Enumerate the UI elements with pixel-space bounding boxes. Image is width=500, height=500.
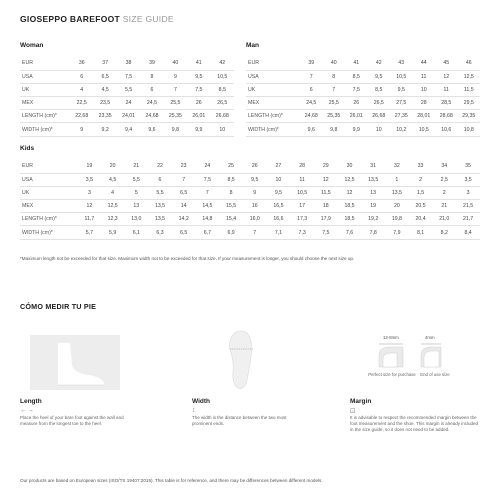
size-cell: 9,4	[117, 123, 140, 136]
size-cell: 13,5	[361, 173, 385, 186]
row-label: WIDTH (cm)*	[20, 123, 70, 136]
size-cell: 42	[211, 57, 234, 70]
how-to-measure-title: CÓMO MEDIR TU PIE	[20, 302, 97, 311]
size-cell: 41	[187, 57, 210, 70]
size-cell: 9	[243, 186, 267, 199]
size-cell: 20,4	[409, 213, 433, 226]
length-arrows-icon: ←→	[20, 407, 34, 414]
size-cell: 3	[78, 186, 101, 199]
row-label: WIDTH (cm)*	[246, 123, 300, 136]
size-cell: 32	[385, 160, 409, 173]
size-cell: 10	[267, 173, 291, 186]
size-cell: 24,5	[140, 97, 163, 110]
man-size-row	[246, 123, 480, 136]
size-cell: 39	[140, 57, 163, 70]
size-cell: 22	[148, 160, 172, 173]
size-cell: 21	[124, 160, 148, 173]
size-cell: 25	[219, 160, 243, 173]
size-cell: 11	[435, 83, 458, 96]
size-cell: 20	[101, 160, 125, 173]
size-cell: 6,9	[219, 226, 243, 239]
size-cell: 10	[368, 123, 391, 136]
size-cell: 22,68	[70, 110, 93, 123]
size-cell: 5	[124, 186, 148, 199]
size-cell: 6,5	[172, 226, 196, 239]
size-cell: 14,8	[196, 213, 220, 226]
size-cell: 9,5	[368, 70, 391, 83]
size-cell: 14,2	[172, 213, 196, 226]
size-cell: 26,68	[211, 110, 234, 123]
size-cell: 17	[290, 200, 314, 213]
row-label: USA	[20, 173, 78, 186]
size-note: *Maximum length not be exceeded for that size. Maximum width not to be exceeded for that size. If your measurement is longer, you should choose the next size up.	[20, 256, 355, 261]
size-cell: 12	[314, 173, 338, 186]
size-cell: 11,5	[314, 186, 338, 199]
size-cell: 8	[140, 70, 163, 83]
row-label: MEX	[20, 200, 78, 213]
size-cell: 6,1	[124, 226, 148, 239]
size-cell: 7,3	[290, 226, 314, 239]
size-cell: 9,2	[93, 123, 116, 136]
size-cell: 9,8	[323, 123, 346, 136]
size-cell: 28,01	[413, 110, 436, 123]
size-cell: 23,35	[93, 110, 116, 123]
end-of-use-caption: End of use size	[420, 372, 450, 377]
size-cell: 13,5	[148, 213, 172, 226]
size-cell: 12,5	[101, 200, 125, 213]
size-cell: 12	[338, 186, 362, 199]
size-cell: 4	[101, 186, 125, 199]
kids-size-row	[20, 186, 480, 199]
woman-size-table	[20, 57, 234, 137]
size-cell: 13,5	[148, 200, 172, 213]
size-cell: 35	[456, 160, 480, 173]
woman-size-row	[20, 110, 234, 123]
size-cell: 13	[124, 200, 148, 213]
size-cell: 26,01	[345, 110, 368, 123]
size-cell: 6,5	[172, 186, 196, 199]
size-cell: 46	[458, 57, 481, 70]
size-cell: 26	[345, 97, 368, 110]
size-cell: 7	[172, 173, 196, 186]
size-cell: 24	[196, 160, 220, 173]
size-cell: 6,3	[148, 226, 172, 239]
page-title	[20, 14, 174, 24]
size-cell: 13,5	[385, 186, 409, 199]
woman-size-row	[20, 83, 234, 96]
size-cell: 5,5	[117, 83, 140, 96]
brand-name: GIOSEPPO BAREFOOT	[20, 14, 121, 24]
size-cell: 13	[361, 186, 385, 199]
kids-size-row	[20, 213, 480, 226]
row-label: EUR	[20, 57, 70, 70]
size-cell: 9,5	[187, 70, 210, 83]
size-cell: 24,68	[300, 110, 323, 123]
size-cell: 24	[117, 97, 140, 110]
size-cell: 15,5	[219, 200, 243, 213]
size-cell: 6	[70, 70, 93, 83]
size-cell: 6	[148, 173, 172, 186]
size-cell: 25,35	[323, 110, 346, 123]
size-cell: 26	[243, 160, 267, 173]
size-cell: 7,5	[187, 83, 210, 96]
size-cell: 25,5	[164, 97, 187, 110]
man-size-row	[246, 97, 480, 110]
size-cell: 8,2	[432, 226, 456, 239]
size-cell: 26,68	[368, 110, 391, 123]
size-cell: 28	[413, 97, 436, 110]
size-cell: 9	[70, 123, 93, 136]
size-cell: 10	[211, 123, 234, 136]
size-cell: 18	[314, 200, 338, 213]
size-cell: 34	[432, 160, 456, 173]
size-cell: 14,5	[196, 200, 220, 213]
size-cell: 9,5	[390, 83, 413, 96]
man-size-table	[246, 57, 480, 137]
size-cell: 24,01	[117, 110, 140, 123]
footer-note: Our products are based on European sizes (ISO/TS 19407:2015). This table is for reference, and there may be differences between different models.	[20, 478, 323, 483]
row-label: MEX	[20, 97, 70, 110]
size-cell: 7	[243, 226, 267, 239]
size-cell: 7	[196, 186, 220, 199]
page-subtitle: SIZE GUIDE	[122, 14, 174, 24]
margin-description: It is advisable to respect the recommended margin between the foot measurement and the shoe. This margin is already included in the size guide, so it does not need to be added.	[350, 415, 478, 433]
margin-range-a: 12-8mm	[383, 335, 399, 340]
size-cell: 30	[338, 160, 362, 173]
size-cell: 5,7	[78, 226, 101, 239]
size-cell: 10,5	[390, 70, 413, 83]
size-cell: 4,5	[101, 173, 125, 186]
size-cell: 10,5	[211, 70, 234, 83]
size-cell: 22,5	[70, 97, 93, 110]
woman-size-row	[20, 57, 234, 70]
man-size-row	[246, 70, 480, 83]
size-cell: 7	[164, 83, 187, 96]
size-cell: 18,5	[338, 213, 362, 226]
row-label: WIDTH (cm)*	[20, 226, 78, 239]
size-cell: 7	[300, 70, 323, 83]
size-cell: 6,5	[93, 70, 116, 83]
row-label: USA	[246, 70, 300, 83]
size-cell: 4,5	[93, 83, 116, 96]
size-cell: 9,9	[187, 123, 210, 136]
size-cell: 14	[172, 200, 196, 213]
woman-section-label: Woman	[20, 42, 44, 49]
row-label: EUR	[246, 57, 300, 70]
size-cell: 17,3	[290, 213, 314, 226]
size-cell: 7,8	[361, 226, 385, 239]
kids-size-row	[20, 173, 480, 186]
size-cell: 9	[164, 70, 187, 83]
size-cell: 6	[140, 83, 163, 96]
margin-illustration	[375, 341, 465, 369]
size-cell: 39	[300, 57, 323, 70]
size-cell: 42	[368, 57, 391, 70]
size-cell: 2	[432, 186, 456, 199]
margin-icon: ⊡	[350, 408, 356, 415]
size-cell: 27,5	[390, 97, 413, 110]
size-cell: 12,3	[101, 213, 125, 226]
size-cell: 21,5	[456, 200, 480, 213]
size-cell: 10,6	[435, 123, 458, 136]
row-label: LENGTH (cm)*	[20, 110, 70, 123]
size-cell: 21,0	[432, 213, 456, 226]
size-cell: 9,5	[267, 186, 291, 199]
size-cell: 16,0	[243, 213, 267, 226]
size-cell: 21,7	[456, 213, 480, 226]
size-cell: 2	[409, 173, 433, 186]
size-cell: 25,35	[164, 110, 187, 123]
size-cell: 9,8	[164, 123, 187, 136]
size-cell: 12,5	[338, 173, 362, 186]
size-cell: 33	[409, 160, 433, 173]
size-cell: 12	[78, 200, 101, 213]
size-cell: 44	[413, 57, 436, 70]
size-cell: 19,2	[361, 213, 385, 226]
man-size-row	[246, 83, 480, 96]
size-cell: 38	[117, 57, 140, 70]
size-cell: 7,1	[267, 226, 291, 239]
size-cell: 9,6	[140, 123, 163, 136]
size-cell: 23,5	[93, 97, 116, 110]
kids-size-row	[20, 160, 480, 173]
size-cell: 16,6	[267, 213, 291, 226]
size-cell: 5,9	[101, 226, 125, 239]
size-cell: 7,6	[338, 226, 362, 239]
size-cell: 10,2	[390, 123, 413, 136]
size-cell: 15,4	[219, 213, 243, 226]
width-arrows-icon: ↕	[192, 407, 196, 414]
row-label: EUR	[20, 160, 78, 173]
size-cell: 19	[78, 160, 101, 173]
width-title: Width	[192, 398, 210, 405]
size-cell: 27,35	[390, 110, 413, 123]
size-cell: 12	[435, 70, 458, 83]
size-cell: 8,5	[345, 70, 368, 83]
woman-size-row	[20, 97, 234, 110]
size-cell: 8,5	[368, 83, 391, 96]
size-cell: 10,8	[458, 123, 481, 136]
size-cell: 8	[219, 186, 243, 199]
size-cell: 1,5	[409, 186, 433, 199]
size-cell: 12,5	[458, 70, 481, 83]
size-cell: 8,5	[219, 173, 243, 186]
man-section-label: Man	[246, 42, 259, 49]
size-cell: 9,9	[345, 123, 368, 136]
row-label: LENGTH (cm)*	[20, 213, 78, 226]
size-cell: 10,5	[290, 186, 314, 199]
man-size-row	[246, 110, 480, 123]
size-cell: 45	[435, 57, 458, 70]
length-description: Place the heel of your bare foot against the wall and measure from the longest toe to the heel.	[20, 415, 124, 427]
size-cell: 29	[314, 160, 338, 173]
margin-title: Margin	[350, 398, 372, 405]
size-cell: 8	[323, 70, 346, 83]
size-cell: 43	[390, 57, 413, 70]
size-cell: 17,9	[314, 213, 338, 226]
size-cell: 24,5	[300, 97, 323, 110]
width-description: The width is the distance between the two most prominent ends.	[192, 415, 287, 427]
size-cell: 11,5	[458, 83, 481, 96]
size-cell: 7,5	[196, 173, 220, 186]
size-cell: 7,9	[385, 226, 409, 239]
size-cell: 16,5	[267, 200, 291, 213]
size-cell: 7,5	[345, 83, 368, 96]
size-cell: 40	[164, 57, 187, 70]
size-cell: 6,7	[196, 226, 220, 239]
size-cell: 10,5	[413, 123, 436, 136]
size-cell: 37	[93, 57, 116, 70]
size-cell: 11,7	[78, 213, 101, 226]
size-cell: 19,8	[385, 213, 409, 226]
size-cell: 24,68	[140, 110, 163, 123]
row-label: LENGTH (cm)*	[246, 110, 300, 123]
size-cell: 10	[413, 83, 436, 96]
man-size-row	[246, 57, 480, 70]
size-cell: 1	[385, 173, 409, 186]
size-cell: 28,68	[435, 110, 458, 123]
kids-section-label: Kids	[20, 145, 35, 152]
size-cell: 41	[345, 57, 368, 70]
size-cell: 13,0	[124, 213, 148, 226]
kids-size-row	[20, 226, 480, 239]
length-title: Length	[20, 398, 42, 405]
size-cell: 3,5	[456, 173, 480, 186]
size-cell: 26,5	[368, 97, 391, 110]
size-cell: 29,35	[458, 110, 481, 123]
woman-size-row	[20, 123, 234, 136]
size-cell: 28	[290, 160, 314, 173]
size-cell: 40	[323, 57, 346, 70]
size-cell: 7,5	[117, 70, 140, 83]
size-cell: 25,5	[323, 97, 346, 110]
foot-sole-illustration	[222, 328, 262, 393]
size-cell: 16	[243, 200, 267, 213]
row-label: MEX	[246, 97, 300, 110]
size-cell: 26,01	[187, 110, 210, 123]
size-cell: 29,5	[458, 97, 481, 110]
size-cell: 26	[187, 97, 210, 110]
size-cell: 31	[361, 160, 385, 173]
size-cell: 23	[172, 160, 196, 173]
size-cell: 9,5	[243, 173, 267, 186]
size-cell: 11	[413, 70, 436, 83]
size-cell: 3	[456, 186, 480, 199]
size-cell: 28,5	[435, 97, 458, 110]
foot-against-wall-illustration	[30, 335, 120, 390]
size-cell: 9,6	[300, 123, 323, 136]
size-cell: 3,5	[78, 173, 101, 186]
size-cell: 8,4	[456, 226, 480, 239]
size-cell: 36	[70, 57, 93, 70]
size-cell: 8,1	[409, 226, 433, 239]
size-cell: 19	[361, 200, 385, 213]
kids-size-row	[20, 200, 480, 213]
row-label: USA	[20, 70, 70, 83]
margin-range-b: 4mm	[425, 335, 435, 340]
size-cell: 5,5	[124, 173, 148, 186]
size-cell: 18,5	[338, 200, 362, 213]
size-cell: 6	[300, 83, 323, 96]
size-cell: 26,5	[211, 97, 234, 110]
row-label: UK	[246, 83, 300, 96]
size-cell: 2,5	[432, 173, 456, 186]
woman-size-row	[20, 70, 234, 83]
size-cell: 8,5	[211, 83, 234, 96]
size-cell: 27	[267, 160, 291, 173]
size-cell: 21	[432, 200, 456, 213]
perfect-size-caption: Perfect size for purchase	[368, 372, 416, 377]
kids-size-table	[20, 160, 480, 240]
size-cell: 20	[385, 200, 409, 213]
row-label: UK	[20, 186, 78, 199]
row-label: UK	[20, 83, 70, 96]
size-cell: 20,5	[409, 200, 433, 213]
size-cell: 4	[70, 83, 93, 96]
size-cell: 5,5	[148, 186, 172, 199]
size-cell: 11	[290, 173, 314, 186]
size-cell: 7,5	[314, 226, 338, 239]
size-cell: 7	[323, 83, 346, 96]
